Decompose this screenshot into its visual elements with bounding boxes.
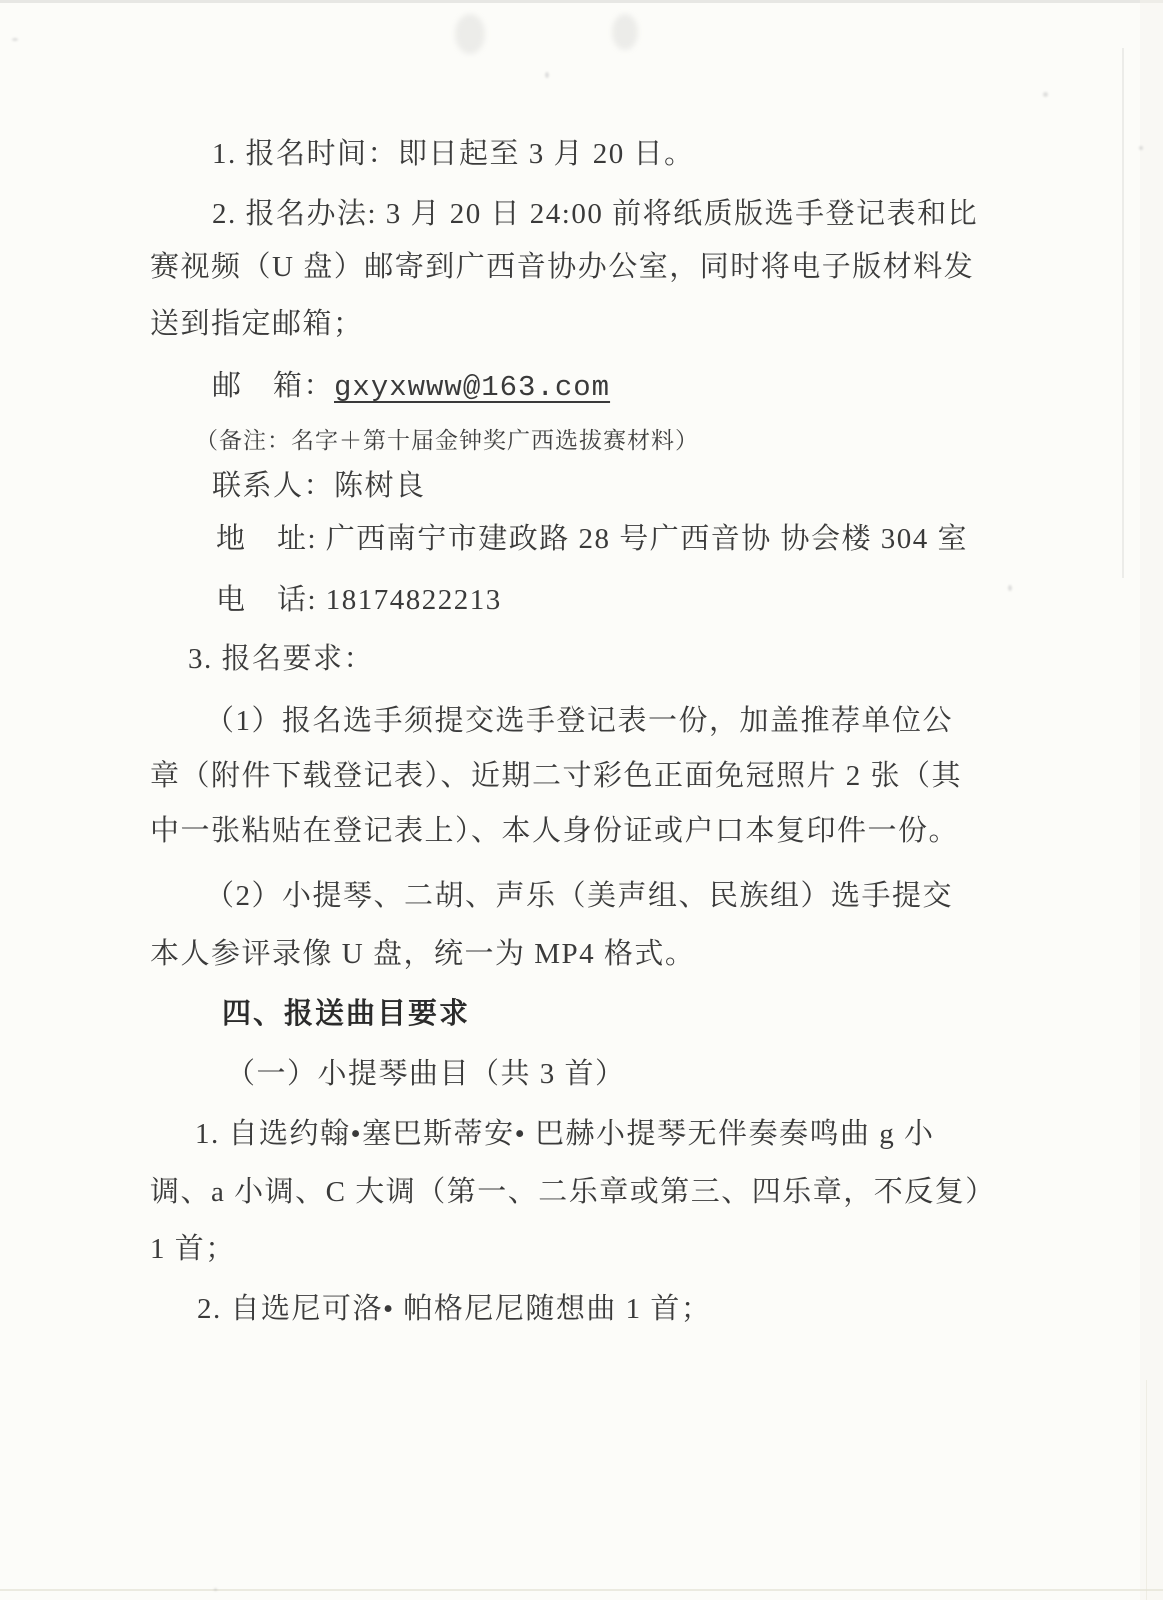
email-label: 邮 箱： <box>212 370 335 402</box>
line-registration-method-3: 送到指定邮箱； <box>150 308 364 340</box>
line-requirements-heading: 3. 报名要求： <box>188 643 375 675</box>
email-address: gxyxwww@163.com <box>334 371 611 404</box>
line-registration-time: 1. 报名时间：即日起至 3 月 20 日。 <box>212 138 695 170</box>
scan-speck <box>1139 146 1143 150</box>
scan-line-right-lower <box>1146 1380 1147 1600</box>
line-registration-method-2: 赛视频（U 盘）邮寄到广西音协办公室，同时将电子版材料发 <box>150 251 975 283</box>
line-contact-person: 联系人：陈树良 <box>212 470 426 502</box>
line-violin-item-1a: 1. 自选约翰•塞巴斯蒂安• 巴赫小提琴无伴奏奏鸣曲 g 小 <box>195 1118 935 1150</box>
line-violin-item-1c: 1 首； <box>150 1233 236 1265</box>
scan-speck <box>12 38 18 41</box>
line-phone: 电 话: 18174822213 <box>216 584 502 616</box>
line-address: 地 址: 广西南宁市建政路 28 号广西音协 协会楼 304 室 <box>216 523 969 555</box>
line-section-heading-repertoire: 四、报送曲目要求 <box>222 998 471 1030</box>
line-violin-item-1b: 调、a 小调、C 大调（第一、二乐章或第三、四乐章，不反复） <box>150 1176 996 1208</box>
scan-edge-right-band <box>1140 0 1163 1600</box>
line-email <box>150 368 1002 406</box>
scan-speck <box>1043 92 1048 97</box>
line-violin-repertoire-heading: （一）小提琴曲目（共 3 首） <box>226 1058 626 1090</box>
scan-line-right-upper <box>1122 48 1124 578</box>
line-requirement-2a: （2）小提琴、二胡、声乐（美声组、民族组）选手提交 <box>205 880 954 912</box>
line-registration-method-1: 2. 报名办法: 3 月 20 日 24:00 前将纸质版选手登记表和比 <box>212 198 979 230</box>
line-requirement-1c: 中一张粘贴在登记表上）、本人身份证或户口本复印件一份。 <box>150 815 960 847</box>
scan-speck <box>1008 585 1012 591</box>
line-requirement-2b: 本人参评录像 U 盘，统一为 MP4 格式。 <box>150 938 696 970</box>
line-violin-item-2: 2. 自选尼可洛• 帕格尼尼随想曲 1 首； <box>197 1293 712 1325</box>
line-email-note: （备注：名字＋第十届金钟奖广西选拔赛材料） <box>195 428 699 453</box>
document-body <box>150 0 996 1600</box>
line-requirement-1b: 章（附件下载登记表）、近期二寸彩色正面免冠照片 2 张（其 <box>150 760 963 792</box>
line-requirement-1a: （1）报名选手须提交选手登记表一份，加盖推荐单位公 <box>205 705 954 737</box>
